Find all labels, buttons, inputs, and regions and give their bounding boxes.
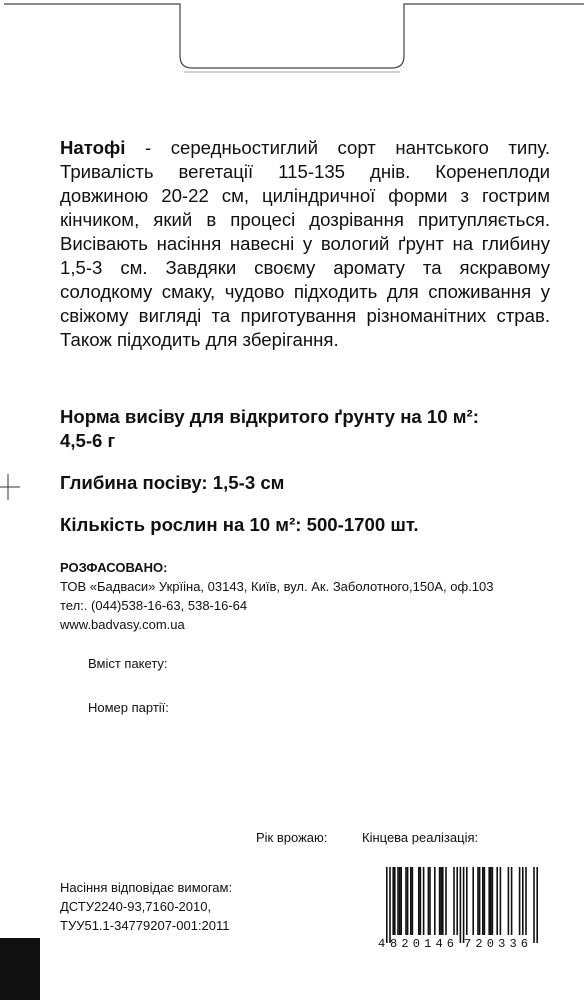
barcode-bar xyxy=(397,867,399,935)
barcode-bar xyxy=(445,867,447,935)
barcode-bar xyxy=(434,867,436,935)
barcode-bar xyxy=(536,867,538,943)
barcode-bar xyxy=(405,867,407,935)
barcode-bar xyxy=(488,867,490,935)
standards-heading: Насіння відповідає вимогам: xyxy=(60,880,233,895)
barcode-bar xyxy=(477,867,479,935)
barcode-right-group: 720336 xyxy=(464,937,528,951)
barcode-bar xyxy=(479,867,481,935)
barcode-bar xyxy=(453,867,455,935)
package-contents-field: Вміст пакету: xyxy=(88,656,168,671)
harvest-year-field: Рік врожаю: xyxy=(256,830,328,845)
barcode-first-digit: 4 xyxy=(378,937,386,951)
barcode-bar xyxy=(399,867,401,935)
package-flap-outline xyxy=(0,0,588,116)
barcode-bar xyxy=(500,867,502,935)
barcode-bar xyxy=(442,867,444,935)
standards-tuu: ТУУ51.1-34779207-001:2011 xyxy=(60,918,230,933)
barcode-bar xyxy=(508,867,510,935)
barcode-bar xyxy=(472,867,474,935)
barcode-bar xyxy=(439,867,441,935)
black-registration-block xyxy=(0,938,40,1000)
barcode-bar xyxy=(490,867,492,935)
barcode-bar xyxy=(428,867,430,935)
barcode xyxy=(376,865,544,955)
barcode-bar xyxy=(482,867,484,935)
variety-name: Натофі xyxy=(60,137,126,158)
barcode-bar xyxy=(429,867,431,935)
barcode-bar xyxy=(423,867,425,935)
barcode-bar xyxy=(456,867,458,935)
barcode-bar xyxy=(410,867,412,935)
barcode-bar xyxy=(492,867,494,935)
barcode-bar xyxy=(400,867,402,935)
plants-count: Кількість рослин на 10 м²: 500-1700 шт. xyxy=(60,514,419,535)
packer-company: ТОВ «Бадваси» Укрїіна, 03143, Київ, вул. Ак. Заболотного,150А, оф.103 xyxy=(60,579,494,594)
barcode-left-group: 820146 xyxy=(390,937,454,951)
packer-phone: тел:. (044)538-16-63, 538-16-64 xyxy=(60,598,248,613)
packer-heading: РОЗФАСОВАНО: xyxy=(60,560,168,575)
packer-website: www.badvasy.com.ua xyxy=(60,617,185,632)
barcode-bar xyxy=(460,867,462,943)
barcode-bar xyxy=(386,867,388,943)
crop-mark-icon xyxy=(0,474,20,500)
sowing-norm-value: 4,5-6 г xyxy=(60,430,116,451)
sowing-norm xyxy=(60,405,560,453)
barcode-bar xyxy=(440,867,442,935)
barcode-bar xyxy=(420,867,422,935)
packer-info xyxy=(60,558,580,634)
standards-requirements xyxy=(60,878,330,935)
expiry-field: Кінцева реалізація: xyxy=(362,830,479,845)
barcode-bar xyxy=(389,867,391,943)
barcode-bar xyxy=(533,867,535,943)
barcode-bar xyxy=(519,867,521,935)
batch-number-field: Номер партії: xyxy=(88,700,169,715)
sowing-depth: Глибина посіву: 1,5-3 см xyxy=(60,472,285,493)
barcode-bar xyxy=(407,867,409,935)
variety-description xyxy=(60,136,550,352)
sowing-norm-label: Норма висіву для відкритого ґрунту на 10 м²: xyxy=(60,406,479,427)
standards-dstu: ДСТУ2240-93,7160-2010, xyxy=(60,899,212,914)
barcode-bars xyxy=(386,867,538,943)
barcode-bar xyxy=(394,867,396,935)
barcode-bar xyxy=(463,867,465,943)
barcode-bar xyxy=(496,867,498,935)
variety-description-text: - середньостиглий сорт нантського типу. Тривалість вегетації 115-135 днів. Коренеплоди довжиною 20-22 см, циліндричної форми з гострим кінчиком, який в процесі дозрівання притупляється. Висівають насіння навесні у вологий ґрунт на глибину 1,5-3 см. Завдяки своєму аромату та яскравому солодкому смаку, чудово підходить для споживання у свіжому вигляді та приготування різноманітних страв. Також підходить для зберігання. xyxy=(60,137,550,350)
barcode-bar xyxy=(412,867,414,935)
barcode-bar xyxy=(392,867,394,935)
barcode-bar xyxy=(522,867,524,935)
barcode-bar xyxy=(466,867,468,935)
barcode-bar xyxy=(484,867,486,935)
barcode-bar xyxy=(418,867,420,935)
barcode-bar xyxy=(511,867,513,935)
barcode-bar xyxy=(525,867,527,935)
